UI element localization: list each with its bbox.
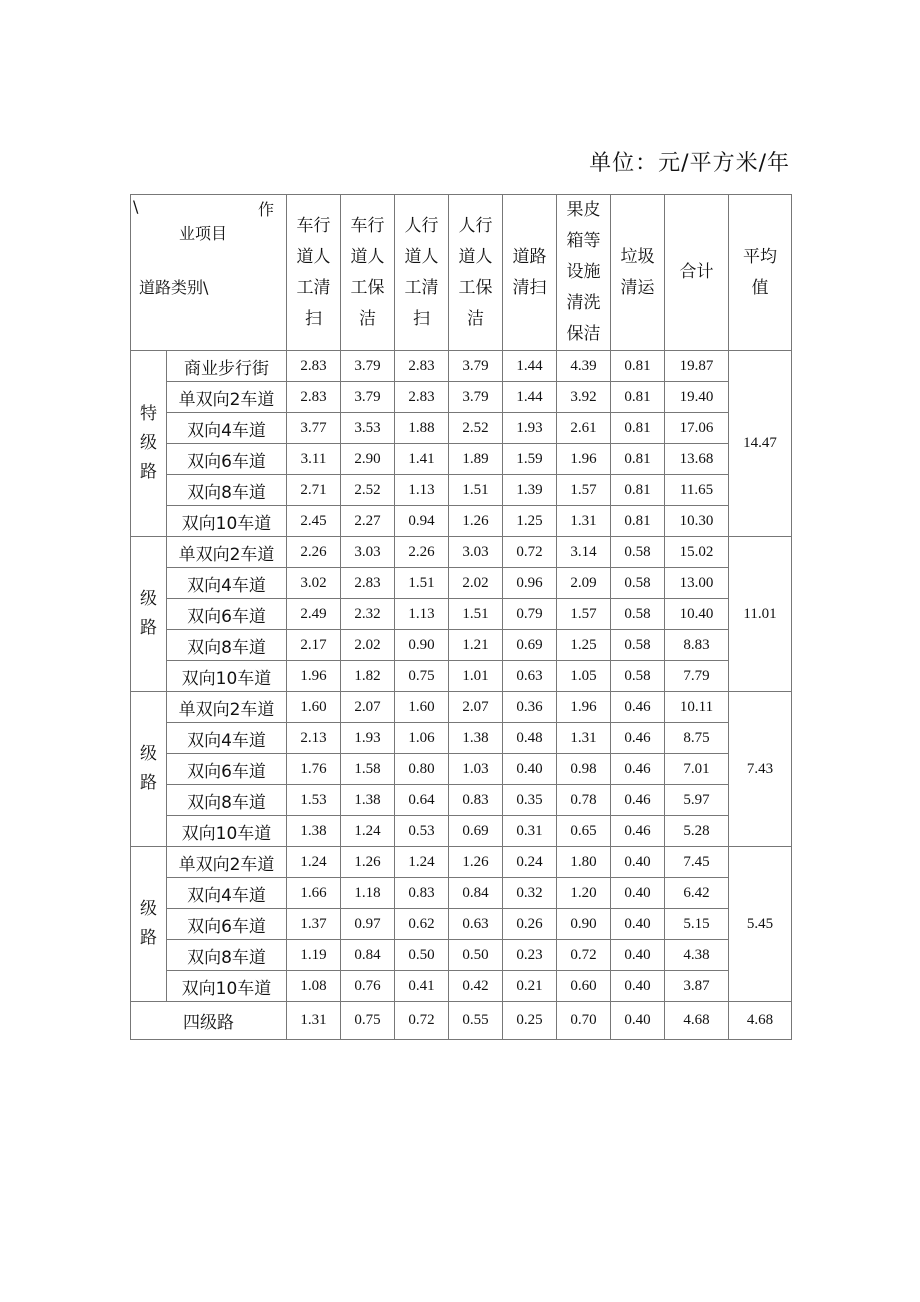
corner-part3: 道路类别\	[139, 278, 209, 297]
value-cell: 0.75	[395, 661, 449, 692]
value-cell: 2.90	[341, 444, 395, 475]
value-cell: 2.02	[341, 630, 395, 661]
table-row	[131, 692, 792, 723]
value-cell: 1.57	[557, 475, 611, 506]
value-cell: 1.38	[449, 723, 503, 754]
table-row	[131, 413, 792, 444]
value-cell: 0.40	[503, 754, 557, 785]
value-cell: 0.42	[449, 971, 503, 1002]
value-cell: 2.83	[287, 351, 341, 382]
table-row	[131, 816, 792, 847]
value-cell: 0.46	[611, 723, 665, 754]
value-cell: 1.38	[341, 785, 395, 816]
value-cell: 0.58	[611, 630, 665, 661]
value-cell: 1.44	[503, 351, 557, 382]
value-cell: 0.83	[449, 785, 503, 816]
cost-table	[130, 194, 792, 1040]
row-label: 单双向2车道	[167, 537, 287, 568]
row-label: 双向6车道	[167, 444, 287, 475]
value-cell: 2.45	[287, 506, 341, 537]
col-header: 果皮 箱等 设施 清洗 保洁	[557, 195, 611, 351]
unit-label: 单位：元/平方米/年	[589, 151, 790, 176]
row-label: 双向6车道	[167, 754, 287, 785]
value-cell: 0.64	[395, 785, 449, 816]
value-cell: 1.25	[503, 506, 557, 537]
table-row	[131, 630, 792, 661]
value-cell: 0.69	[503, 630, 557, 661]
value-cell: 1.93	[341, 723, 395, 754]
value-cell: 0.72	[557, 940, 611, 971]
col-header: 道路 清扫	[503, 195, 557, 351]
value-cell: 0.58	[611, 537, 665, 568]
value-cell: 0.70	[557, 1002, 611, 1040]
category-cell: 特 级 路	[131, 351, 167, 537]
value-cell: 17.06	[665, 413, 729, 444]
value-cell: 2.26	[287, 537, 341, 568]
value-cell: 0.55	[449, 1002, 503, 1040]
table-row	[131, 847, 792, 878]
value-cell: 0.75	[341, 1002, 395, 1040]
value-cell: 1.26	[449, 847, 503, 878]
corner-part2: 业项目	[179, 224, 228, 243]
row-label: 双向4车道	[167, 413, 287, 444]
value-cell: 1.37	[287, 909, 341, 940]
value-cell: 1.96	[557, 444, 611, 475]
value-cell: 2.83	[341, 568, 395, 599]
value-cell: 0.63	[449, 909, 503, 940]
value-cell: 2.17	[287, 630, 341, 661]
value-cell: 5.15	[665, 909, 729, 940]
row-label: 双向6车道	[167, 599, 287, 630]
col-header: 垃圾 清运	[611, 195, 665, 351]
value-cell: 1.21	[449, 630, 503, 661]
value-cell: 2.61	[557, 413, 611, 444]
average-cell: 5.45	[729, 847, 792, 1002]
value-cell: 2.02	[449, 568, 503, 599]
value-cell: 0.46	[611, 785, 665, 816]
value-cell: 3.02	[287, 568, 341, 599]
value-cell: 1.06	[395, 723, 449, 754]
value-cell: 1.51	[449, 599, 503, 630]
value-cell: 0.84	[341, 940, 395, 971]
row-label: 双向10车道	[167, 661, 287, 692]
value-cell: 1.51	[395, 568, 449, 599]
row-label: 双向4车道	[167, 568, 287, 599]
value-cell: 3.14	[557, 537, 611, 568]
category-cell: 级 路	[131, 847, 167, 1002]
value-cell: 0.97	[341, 909, 395, 940]
row-label: 双向4车道	[167, 878, 287, 909]
value-cell: 3.79	[341, 351, 395, 382]
value-cell: 0.78	[557, 785, 611, 816]
value-cell: 1.58	[341, 754, 395, 785]
value-cell: 7.79	[665, 661, 729, 692]
value-cell: 0.40	[611, 847, 665, 878]
value-cell: 4.38	[665, 940, 729, 971]
value-cell: 2.71	[287, 475, 341, 506]
value-cell: 1.93	[503, 413, 557, 444]
row-label: 双向8车道	[167, 475, 287, 506]
value-cell: 0.72	[395, 1002, 449, 1040]
row-label: 商业步行街	[167, 351, 287, 382]
value-cell: 0.41	[395, 971, 449, 1002]
value-cell: 1.13	[395, 475, 449, 506]
col-header: 平均 值	[729, 195, 792, 351]
value-cell: 0.60	[557, 971, 611, 1002]
value-cell: 5.28	[665, 816, 729, 847]
value-cell: 2.07	[341, 692, 395, 723]
value-cell: 1.31	[557, 723, 611, 754]
value-cell: 3.03	[449, 537, 503, 568]
value-cell: 0.50	[449, 940, 503, 971]
value-cell: 0.21	[503, 971, 557, 1002]
corner-part1: 作	[257, 200, 274, 219]
value-cell: 1.08	[287, 971, 341, 1002]
value-cell: 0.40	[611, 878, 665, 909]
value-cell: 3.77	[287, 413, 341, 444]
category-cell: 级 路	[131, 537, 167, 692]
value-cell: 2.27	[341, 506, 395, 537]
value-cell: 0.79	[503, 599, 557, 630]
average-cell: 7.43	[729, 692, 792, 847]
value-cell: 0.65	[557, 816, 611, 847]
row-label: 双向4车道	[167, 723, 287, 754]
table-row	[131, 661, 792, 692]
value-cell: 0.84	[449, 878, 503, 909]
row-label: 双向8车道	[167, 940, 287, 971]
value-cell: 1.53	[287, 785, 341, 816]
row-label: 单双向2车道	[167, 847, 287, 878]
table-row	[131, 971, 792, 1002]
value-cell: 0.81	[611, 475, 665, 506]
value-cell: 0.35	[503, 785, 557, 816]
value-cell: 1.89	[449, 444, 503, 475]
value-cell: 0.62	[395, 909, 449, 940]
average-cell: 4.68	[729, 1002, 792, 1040]
table-row	[131, 878, 792, 909]
value-cell: 8.83	[665, 630, 729, 661]
table-row	[131, 506, 792, 537]
value-cell: 10.30	[665, 506, 729, 537]
table-row	[131, 475, 792, 506]
row-label: 双向10车道	[167, 816, 287, 847]
value-cell: 13.00	[665, 568, 729, 599]
value-cell: 0.83	[395, 878, 449, 909]
value-cell: 1.44	[503, 382, 557, 413]
row-label: 双向10车道	[167, 506, 287, 537]
value-cell: 0.96	[503, 568, 557, 599]
value-cell: 0.36	[503, 692, 557, 723]
value-cell: 0.63	[503, 661, 557, 692]
value-cell: 10.11	[665, 692, 729, 723]
value-cell: 1.01	[449, 661, 503, 692]
value-cell: 1.80	[557, 847, 611, 878]
value-cell: 0.46	[611, 816, 665, 847]
table-row	[131, 599, 792, 630]
value-cell: 0.58	[611, 661, 665, 692]
corner-header	[131, 195, 287, 351]
value-cell: 1.60	[395, 692, 449, 723]
value-cell: 2.83	[395, 382, 449, 413]
value-cell: 2.07	[449, 692, 503, 723]
row-label: 双向8车道	[167, 630, 287, 661]
table-row	[131, 909, 792, 940]
value-cell: 0.25	[503, 1002, 557, 1040]
value-cell: 1.66	[287, 878, 341, 909]
value-cell: 1.05	[557, 661, 611, 692]
value-cell: 0.98	[557, 754, 611, 785]
value-cell: 1.39	[503, 475, 557, 506]
value-cell: 2.83	[287, 382, 341, 413]
value-cell: 8.75	[665, 723, 729, 754]
value-cell: 19.40	[665, 382, 729, 413]
value-cell: 2.32	[341, 599, 395, 630]
value-cell: 0.94	[395, 506, 449, 537]
value-cell: 1.38	[287, 816, 341, 847]
value-cell: 0.24	[503, 847, 557, 878]
value-cell: 4.68	[665, 1002, 729, 1040]
value-cell: 2.13	[287, 723, 341, 754]
value-cell: 3.87	[665, 971, 729, 1002]
value-cell: 1.26	[449, 506, 503, 537]
corner-slash: \	[133, 197, 139, 216]
value-cell: 1.41	[395, 444, 449, 475]
value-cell: 1.03	[449, 754, 503, 785]
value-cell: 2.52	[341, 475, 395, 506]
value-cell: 0.58	[611, 599, 665, 630]
value-cell: 0.72	[503, 537, 557, 568]
table-row	[131, 568, 792, 599]
value-cell: 0.48	[503, 723, 557, 754]
value-cell: 15.02	[665, 537, 729, 568]
row-label: 双向10车道	[167, 971, 287, 1002]
value-cell: 0.46	[611, 754, 665, 785]
row-label: 双向8车道	[167, 785, 287, 816]
value-cell: 0.81	[611, 413, 665, 444]
value-cell: 1.31	[287, 1002, 341, 1040]
value-cell: 3.53	[341, 413, 395, 444]
value-cell: 0.80	[395, 754, 449, 785]
value-cell: 0.81	[611, 351, 665, 382]
value-cell: 1.96	[287, 661, 341, 692]
value-cell: 2.26	[395, 537, 449, 568]
value-cell: 1.82	[341, 661, 395, 692]
value-cell: 2.49	[287, 599, 341, 630]
col-header: 人行 道人 工清 扫	[395, 195, 449, 351]
value-cell: 3.11	[287, 444, 341, 475]
value-cell: 0.76	[341, 971, 395, 1002]
table-row	[131, 537, 792, 568]
value-cell: 0.50	[395, 940, 449, 971]
value-cell: 1.20	[557, 878, 611, 909]
value-cell: 7.01	[665, 754, 729, 785]
value-cell: 0.46	[611, 692, 665, 723]
category-cell: 级 路	[131, 692, 167, 847]
value-cell: 1.60	[287, 692, 341, 723]
value-cell: 4.39	[557, 351, 611, 382]
value-cell: 0.40	[611, 940, 665, 971]
value-cell: 0.81	[611, 444, 665, 475]
table-row	[131, 382, 792, 413]
value-cell: 0.90	[395, 630, 449, 661]
table-row	[131, 940, 792, 971]
value-cell: 3.79	[449, 351, 503, 382]
value-cell: 1.24	[395, 847, 449, 878]
value-cell: 0.26	[503, 909, 557, 940]
value-cell: 0.23	[503, 940, 557, 971]
value-cell: 1.88	[395, 413, 449, 444]
header-row	[131, 195, 792, 351]
table-row	[131, 444, 792, 475]
value-cell: 0.40	[611, 909, 665, 940]
value-cell: 1.25	[557, 630, 611, 661]
row-label: 单双向2车道	[167, 692, 287, 723]
row-label: 四级路	[131, 1002, 287, 1040]
value-cell: 0.81	[611, 382, 665, 413]
value-cell: 0.53	[395, 816, 449, 847]
value-cell: 5.97	[665, 785, 729, 816]
row-label: 单双向2车道	[167, 382, 287, 413]
row-label: 双向6车道	[167, 909, 287, 940]
table-row	[131, 754, 792, 785]
value-cell: 1.24	[341, 816, 395, 847]
table-row	[131, 785, 792, 816]
value-cell: 1.31	[557, 506, 611, 537]
value-cell: 1.57	[557, 599, 611, 630]
value-cell: 6.42	[665, 878, 729, 909]
value-cell: 2.09	[557, 568, 611, 599]
value-cell: 3.79	[341, 382, 395, 413]
value-cell: 1.51	[449, 475, 503, 506]
value-cell: 1.59	[503, 444, 557, 475]
value-cell: 1.18	[341, 878, 395, 909]
col-header: 合计	[665, 195, 729, 351]
value-cell: 0.81	[611, 506, 665, 537]
table-row	[131, 351, 792, 382]
value-cell: 7.45	[665, 847, 729, 878]
col-header: 车行 道人 工保 洁	[341, 195, 395, 351]
value-cell: 1.19	[287, 940, 341, 971]
average-cell: 11.01	[729, 537, 792, 692]
value-cell: 11.65	[665, 475, 729, 506]
value-cell: 1.13	[395, 599, 449, 630]
value-cell: 1.96	[557, 692, 611, 723]
col-header: 人行 道人 工保 洁	[449, 195, 503, 351]
value-cell: 0.31	[503, 816, 557, 847]
value-cell: 1.76	[287, 754, 341, 785]
value-cell: 3.79	[449, 382, 503, 413]
value-cell: 0.58	[611, 568, 665, 599]
value-cell: 0.69	[449, 816, 503, 847]
table-row	[131, 1002, 792, 1040]
col-header: 车行 道人 工清 扫	[287, 195, 341, 351]
value-cell: 2.52	[449, 413, 503, 444]
value-cell: 10.40	[665, 599, 729, 630]
value-cell: 0.90	[557, 909, 611, 940]
value-cell: 3.92	[557, 382, 611, 413]
value-cell: 0.32	[503, 878, 557, 909]
value-cell: 13.68	[665, 444, 729, 475]
value-cell: 19.87	[665, 351, 729, 382]
value-cell: 1.24	[287, 847, 341, 878]
value-cell: 1.26	[341, 847, 395, 878]
value-cell: 2.83	[395, 351, 449, 382]
table-row	[131, 723, 792, 754]
value-cell: 0.40	[611, 1002, 665, 1040]
average-cell: 14.47	[729, 351, 792, 537]
value-cell: 3.03	[341, 537, 395, 568]
value-cell: 0.40	[611, 971, 665, 1002]
